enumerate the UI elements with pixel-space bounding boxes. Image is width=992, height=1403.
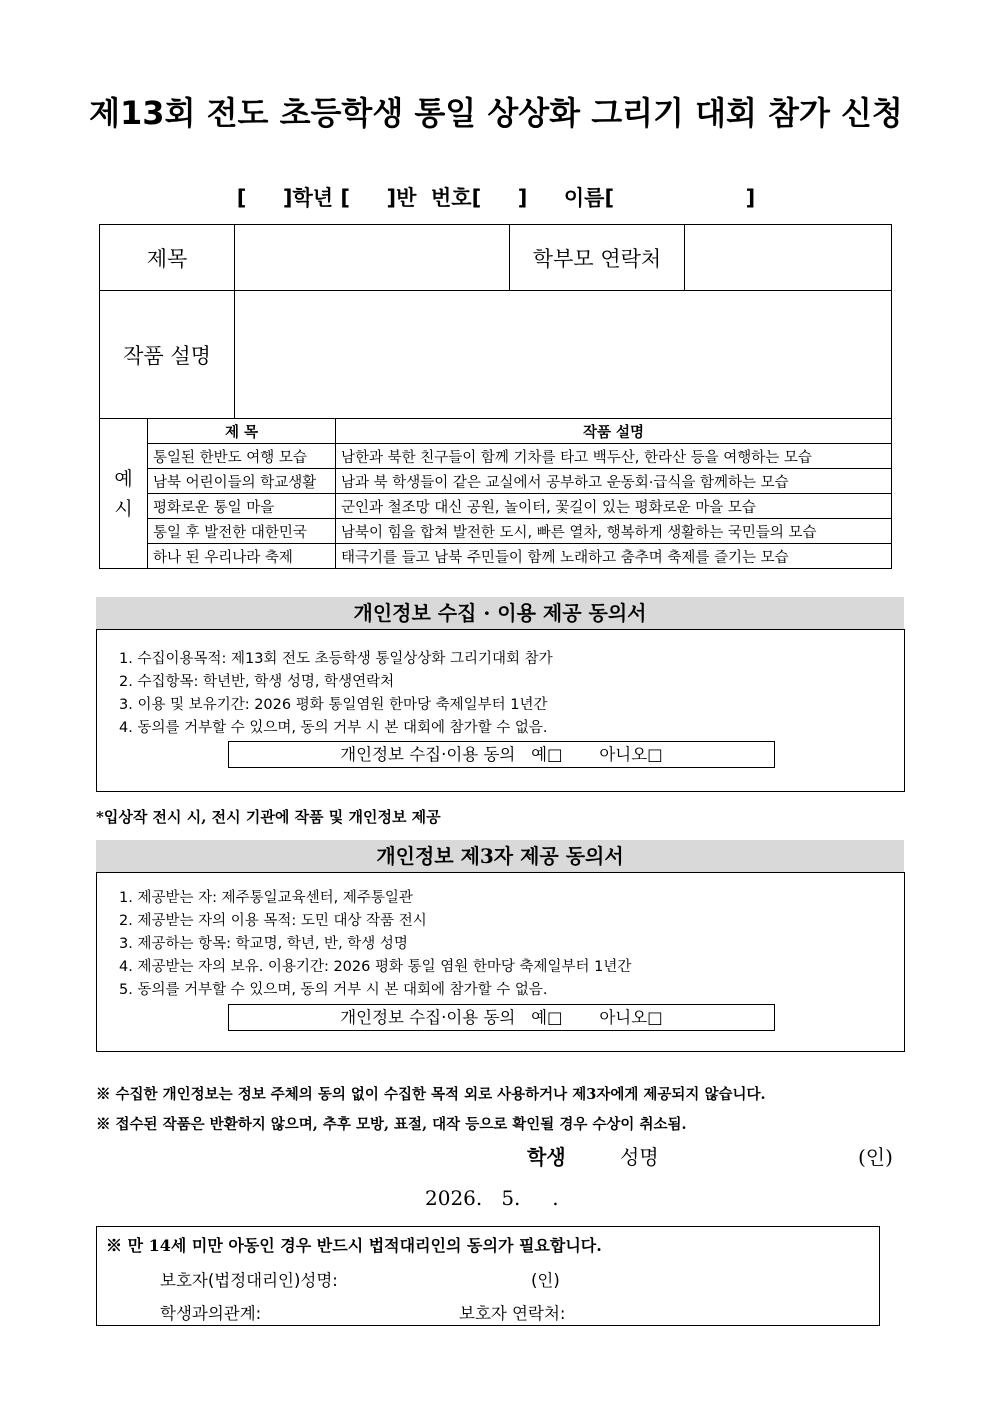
- example-title: 통일 후 발전한 대한민국: [148, 519, 336, 544]
- consent2-checkbox-line[interactable]: 개인정보 수집·이용 동의 예□ 아니오□: [228, 1004, 775, 1031]
- consent2-box: [96, 872, 905, 1052]
- example-desc: 남북이 힘을 합쳐 발전한 도시, 빠른 열차, 행복하게 생활하는 국민들의 모습: [336, 519, 892, 544]
- list-item: 3. 제공하는 항목: 학교명, 학년, 반, 학생 성명: [119, 936, 408, 952]
- student-seal: (인): [858, 1145, 893, 1169]
- student-label: 학생: [527, 1145, 566, 1169]
- title-label: 제목: [100, 225, 235, 291]
- example-row: [100, 544, 892, 569]
- example-desc: 태극기를 들고 남북 주민들이 함께 노래하고 춤추며 축제를 즐기는 모습: [336, 544, 892, 569]
- exhibit-note: *입상작 전시 시, 전시 기관에 작품 및 개인정보 제공: [96, 808, 441, 826]
- example-desc: 남과 북 학생들이 같은 교실에서 공부하고 운동회·급식을 함께하는 모습: [336, 469, 892, 494]
- example-title: 남북 어린이들의 학교생활: [148, 469, 336, 494]
- list-item: 4. 동의를 거부할 수 있으며, 동의 거부 시 본 대회에 참가할 수 없음.: [119, 720, 548, 736]
- parent-contact-field[interactable]: [685, 225, 892, 291]
- page-title: 제13회 전도 초등학생 통일 상상화 그리기 대회 참가 신청: [89, 94, 903, 132]
- example-row: [100, 469, 892, 494]
- consent1-heading: 개인정보 수집 · 이용 제공 동의서: [96, 597, 904, 629]
- examples-side-char-2: 시: [114, 497, 133, 520]
- example-row: [100, 494, 892, 519]
- list-item: 3. 이용 및 보유기간: 2026 평화 통일염원 한마당 축제일부터 1년간: [119, 697, 548, 713]
- parent-contact-label: 학부모 연락처: [510, 225, 685, 291]
- list-item: 2. 수집항목: 학년반, 학생 성명, 학생연락처: [119, 674, 395, 690]
- examples-header-title: 제 목: [148, 419, 336, 444]
- list-item: 2. 제공받는 자의 이용 목적: 도민 대상 작품 전시: [119, 913, 427, 929]
- title-field[interactable]: [235, 225, 510, 291]
- consent1-box: [96, 629, 905, 792]
- examples-header-desc: 작품 설명: [336, 419, 892, 444]
- examples-side-char-1: 예: [114, 467, 133, 490]
- guardian-contact-label[interactable]: 보호자 연락처:: [459, 1304, 566, 1323]
- list-item: 1. 제공받는 자: 제주통일교육센터, 제주통일관: [119, 890, 413, 906]
- description-field[interactable]: [235, 291, 892, 419]
- examples-table: [99, 418, 892, 569]
- example-desc: 남한과 북한 친구들이 함께 기차를 타고 백두산, 한라산 등을 여행하는 모습: [336, 444, 892, 469]
- consent2-heading: 개인정보 제3자 제공 동의서: [96, 840, 904, 872]
- relation-label[interactable]: 학생과의관계:: [160, 1304, 262, 1323]
- consent1-list: [119, 648, 553, 740]
- date[interactable]: 2026. 5. .: [425, 1186, 559, 1210]
- example-desc: 군인과 철조망 대신 공원, 놀이터, 꽃길이 있는 평화로운 마을 모습: [336, 494, 892, 519]
- return-note: ※ 접수된 작품은 반환하지 않으며, 추후 모방, 표절, 대작 등으로 확인될 경우 수상이 취소됨.: [96, 1116, 687, 1133]
- student-info-line[interactable]: [ ]학년 [ ]반 번호[ ] 이름[ ]: [236, 186, 756, 210]
- example-row: [100, 444, 892, 469]
- example-title: 평화로운 통일 마을: [148, 494, 336, 519]
- guardian-name-label[interactable]: 보호자(법정대리인)성명:: [160, 1271, 338, 1290]
- consent1-checkbox-line[interactable]: 개인정보 수집·이용 동의 예□ 아니오□: [228, 741, 775, 768]
- guardian-box: [96, 1226, 880, 1326]
- example-title: 하나 된 우리나라 축제: [148, 544, 336, 569]
- guardian-notice: ※ 만 14세 미만 아동인 경우 반드시 법적대리인의 동의가 필요합니다.: [106, 1236, 602, 1255]
- examples-side-label: [100, 419, 148, 569]
- guardian-seal: (인): [531, 1271, 560, 1290]
- privacy-note: ※ 수집한 개인정보는 정보 주체의 동의 없이 수집한 목적 외로 사용하거나 제3자에게 제공되지 않습니다.: [96, 1086, 766, 1103]
- entry-form-table: [99, 224, 892, 419]
- description-label: 작품 설명: [100, 291, 235, 419]
- list-item: 1. 수집이용목적: 제13회 전도 초등학생 통일상상화 그리기대회 참가: [119, 651, 553, 667]
- name-label[interactable]: 성명: [620, 1145, 659, 1169]
- list-item: 4. 제공받는 자의 보유. 이용기간: 2026 평화 통일 염원 한마당 축제일부터 1년간: [119, 959, 632, 975]
- example-row: [100, 519, 892, 544]
- consent2-list: [119, 887, 631, 1002]
- list-item: 5. 동의를 거부할 수 있으며, 동의 거부 시 본 대회에 참가할 수 없음.: [119, 982, 548, 998]
- example-title: 통일된 한반도 여행 모습: [148, 444, 336, 469]
